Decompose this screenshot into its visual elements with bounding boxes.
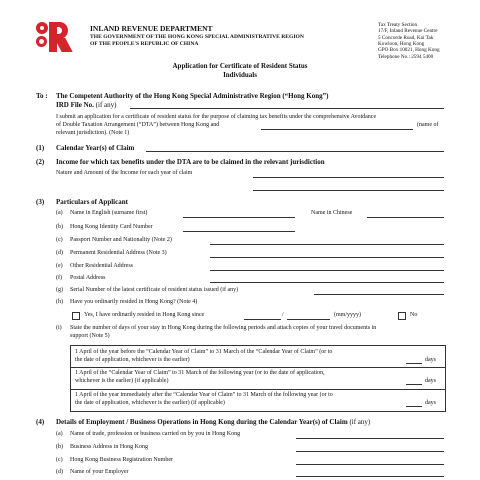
to-label: To : — [36, 92, 48, 100]
region-line-1: THE GOVERNMENT OF THE HONG KONG SPECIAL ADMINISTRATIVE REGION — [90, 34, 304, 40]
jurisdiction-field[interactable] — [261, 129, 413, 130]
item-letter: (h) — [56, 299, 63, 305]
table-row — [71, 368, 445, 390]
date-format-hint: (mm/yyyy) — [334, 312, 361, 318]
days-table — [70, 345, 446, 412]
days-field-1[interactable] — [406, 363, 422, 364]
intro-line-3: relevant jurisdiction). (Note 1) — [56, 130, 130, 136]
hkid-label: Hong Kong Identity Card Number — [70, 224, 153, 230]
to-authority: The Competent Authority of the Hong Kong Special Administrative Region (“Hong Kong”) — [56, 92, 329, 100]
no-text: No — [410, 312, 418, 318]
section-1-title: Calendar Year(s) of Claim — [56, 144, 135, 152]
period-line-1: 1 April of the year immediately after the “Calendar Year of Claim” to 31 March of the following year (or to — [75, 392, 333, 398]
section-4-title: Details of Employment / Business Operations in Hong Kong during the Calendar Year(s) of Claim — [56, 418, 348, 426]
item-letter: (a) — [56, 431, 63, 437]
section-4-number: (4) — [36, 418, 45, 426]
postal-address-label: Postal Address — [70, 275, 106, 281]
since-month-field[interactable] — [244, 319, 281, 320]
hkid-field[interactable] — [183, 231, 295, 232]
since-year-field[interactable] — [287, 319, 330, 320]
item-letter: (g) — [56, 287, 63, 293]
serial-number-label: Serial Number of the latest certificate of resident status issued (if any) — [70, 287, 239, 293]
ird-file-hint: (if any) — [95, 101, 117, 109]
name-chinese-field[interactable] — [367, 217, 444, 218]
section-4-heading — [56, 418, 370, 426]
days-unit: days — [425, 400, 436, 406]
intro-name-of: (name of — [417, 122, 439, 128]
item-letter: (c) — [56, 457, 63, 463]
intro-line-1: I submit an application for a certificate of resident status for the purpose of claiming tax benefits under the comprehensive Avoidance — [56, 114, 377, 120]
region-line-2: OF THE PEOPLE'S REPUBLIC OF CHINA — [90, 41, 199, 47]
department-name: INLAND REVENUE DEPARTMENT — [90, 24, 213, 33]
passport-label: Passport Number and Nationality (Note 2) — [70, 237, 172, 243]
address-line: Telephone No.: 2594 5400 — [378, 53, 434, 60]
item-letter: (b) — [56, 224, 63, 230]
br-number-label: Hong Kong Business Registration Number — [70, 457, 173, 463]
days-unit: days — [425, 357, 436, 363]
address-line: 5 Concorde Road, Kai Tak — [378, 34, 434, 41]
period-line-2: the date of application, whichever is the earlier) — [75, 357, 190, 363]
item-letter: (f) — [56, 275, 62, 281]
address-line: Tax Treaty Section — [378, 22, 418, 28]
postal-address-field[interactable] — [210, 282, 444, 283]
period-line-2: whichever is the earlier) (if applicable) — [75, 378, 169, 384]
yes-checkbox[interactable] — [72, 312, 80, 320]
section-1-number: (1) — [36, 144, 45, 152]
name-english-label: Name in English (surname first) — [70, 210, 148, 216]
item-letter: (d) — [56, 469, 63, 475]
section-4-hint: (if any) — [349, 418, 371, 426]
period-line-2: the date of application, whichever is the earlier) (if applicable) — [75, 400, 225, 406]
item-letter: (i) — [56, 325, 62, 331]
calendar-year-field[interactable] — [146, 151, 444, 152]
item-letter: (e) — [56, 263, 63, 269]
ird-file-label: IRD File No. — [56, 101, 94, 109]
income-field-1[interactable] — [253, 177, 444, 178]
address-line: Kowloon, Hong Kong — [378, 41, 425, 48]
section-2-number: (2) — [36, 158, 45, 166]
section-3-number: (3) — [36, 198, 45, 206]
address-line: 17/F, Inland Revenue Centre — [378, 28, 438, 35]
ird-file-no — [56, 101, 116, 109]
trade-label: Name of trade, profession or business carried on by you in Hong Kong — [70, 431, 241, 437]
item-letter: (d) — [56, 250, 63, 256]
item-letter: (a) — [56, 210, 63, 216]
days-field-2[interactable] — [406, 384, 422, 385]
table-row — [71, 390, 445, 411]
business-address-label: Business Address in Hong Kong — [70, 444, 149, 450]
item-letter: (b) — [56, 444, 63, 450]
name-english-field[interactable] — [183, 217, 295, 218]
no-checkbox[interactable] — [398, 312, 406, 320]
yes-text: Yes, I have ordinarily resided in Hong Kong since — [84, 312, 205, 318]
form-subtitle: Individuals — [223, 71, 257, 79]
other-address-label: Other Residential Address — [70, 263, 133, 269]
period-line-1: 1 April of the “Calendar Year of Claim” to 31 March of the following year (or to the date of application, — [75, 370, 325, 376]
table-row — [71, 346, 445, 368]
section-3-title: Particulars of Applicant — [56, 198, 128, 206]
name-chinese-label: Name in Chinese — [311, 210, 353, 216]
period-line-1: 1 April of the year before the “Calendar Year of Claim” to 31 March of the “Calendar Year of Claim” (or to — [75, 349, 333, 355]
permanent-address-label: Permanent Residential Address (Note 3) — [70, 250, 167, 256]
br-number-field[interactable] — [296, 464, 444, 465]
ordinarily-resided-label: Have you ordinarily resided in Hong Kong? (Note 4) — [70, 299, 198, 305]
intro-line-2: of Double Taxation Arrangement (“DTA”) between Hong Kong and — [56, 122, 220, 128]
office-address — [378, 22, 440, 60]
passport-field[interactable] — [210, 244, 444, 245]
days-stay-line-1: State the number of days of your stay in Hong Kong during the following periods and attach copies of your travel documents in — [70, 325, 377, 331]
address-line: GPO Box 10021, Hong Kong — [378, 47, 440, 54]
ird-file-field[interactable] — [130, 108, 444, 109]
employer-field[interactable] — [296, 476, 444, 477]
serial-number-field[interactable] — [314, 294, 444, 295]
income-nature-label: Nature and Amount of the Income for each year of claim — [56, 170, 193, 176]
trade-field[interactable] — [296, 438, 444, 439]
employer-label: Name of your Employer — [70, 469, 129, 475]
days-field-3[interactable] — [406, 406, 422, 407]
days-unit: days — [425, 378, 436, 384]
income-field-2[interactable] — [253, 190, 444, 191]
days-stay-line-2: support (Note 5) — [70, 333, 110, 339]
item-letter: (c) — [56, 237, 63, 243]
date-separator: / — [282, 312, 284, 318]
other-address-field[interactable] — [210, 270, 444, 271]
permanent-address-field[interactable] — [210, 257, 444, 258]
ird-logo — [36, 22, 70, 52]
business-address-field[interactable] — [296, 451, 444, 452]
section-2-title: Income for which tax benefits under the DTA are to be claimed in the relevant jurisdiction — [56, 158, 325, 166]
form-title: Application for Certificate of Resident Status — [172, 62, 308, 70]
